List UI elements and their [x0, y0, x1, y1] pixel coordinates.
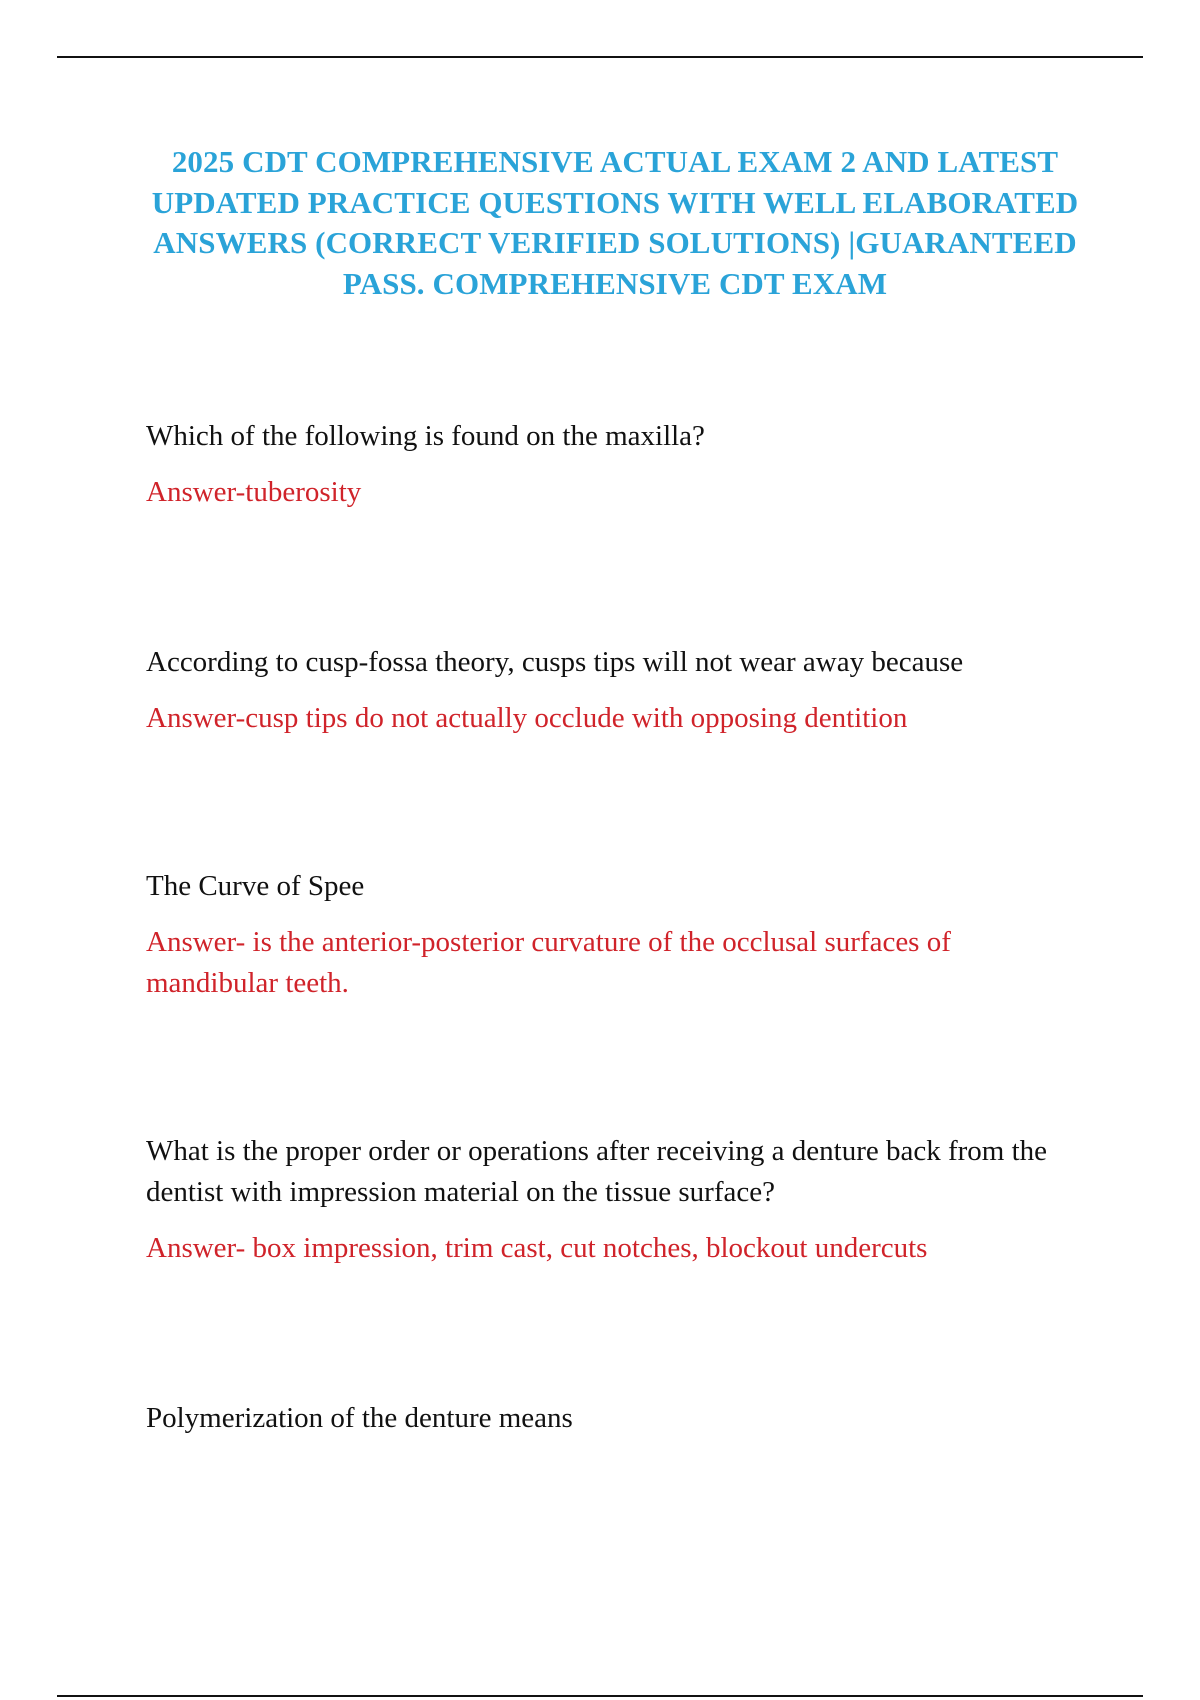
top-rule: [57, 56, 1143, 58]
qa-item-3: [146, 866, 1076, 1004]
qa-item-5: [146, 1398, 1076, 1439]
answer-text: Answer-cusp tips do not actually occlude with opposing dentition: [146, 702, 908, 734]
question-text: Polymerization of the denture means: [146, 1402, 573, 1434]
question-text: According to cusp-fossa theory, cusps tips will not wear away because: [146, 646, 964, 678]
answer-text: Answer- box impression, trim cast, cut notches, blockout undercuts: [146, 1232, 928, 1264]
question-text: Which of the following is found on the maxilla?: [146, 420, 705, 452]
document-title: 2025 CDT COMPREHENSIVE ACTUAL EXAM 2 AND LATEST UPDATED PRACTICE QUESTIONS WITH WELL ELABORATED ANSWERS (CORRECT VERIFIED SOLUTIONS) |GUARANTEED PASS. COMPREHENSIVE CDT EXAM: [151, 144, 1079, 301]
question-text: What is the proper order or operations after receiving a denture back from the dentist with impression material on the tissue surface?: [146, 1135, 1048, 1208]
question-text: The Curve of Spee: [146, 870, 365, 902]
qa-item-1: [146, 416, 1076, 513]
answer-text: Answer-tuberosity: [146, 476, 362, 508]
qa-item-4: [146, 1131, 1076, 1269]
qa-item-2: [146, 642, 1076, 739]
answer-text: Answer- is the anterior-posterior curvature of the occlusal surfaces of mandibular teeth.: [146, 926, 951, 999]
bottom-rule: [57, 1695, 1143, 1697]
